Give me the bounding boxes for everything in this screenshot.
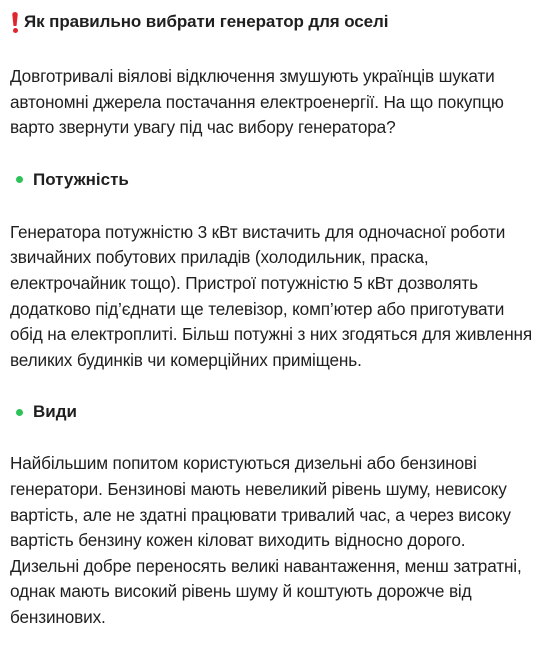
bullet-icon (16, 176, 23, 183)
section-heading-power (16, 168, 538, 192)
post-headline (10, 9, 538, 35)
section-heading-types (16, 400, 538, 424)
section-paragraph-power: Генератора потужністю 3 кВт вистачить для одночасної роботи звичайних побутових приладів (холодильник, праска, електрочайник тощо). Пристрої потужністю 5 кВт дозволять додатково під’єднати ще телевізор, комп’ютер або приготувати обід на електроплиті. Більш потужні з них згодяться для живлення великих будинків чи комерційних приміщень. (10, 221, 533, 370)
section-title: Види (33, 402, 77, 422)
headline-text: Як правильно вибрати генератор для оселі (24, 12, 389, 31)
section-title: Потужність (33, 169, 129, 189)
exclamation-icon (10, 11, 20, 33)
post-body (10, 0, 538, 631)
section-paragraph-types: Найбільшим попитом користуються дизельні або бензинові генератори. Бензинові мають невеликий рівень шуму, невисоку вартість, але не здатні працювати тривалий час, а через високу вартість бензину кожен кіловат виходить відносно дорого. Дизельні добре переносять великі навантаження, менш затратні, однак мають високий рівень шуму й коштують дорожче від бензинових. (10, 453, 522, 627)
intro-paragraph: Довготривалі віялові відключення змушують українців шукати автономні джерела постачання електроенергії. На що покупцю варто звернути увагу під час вибору генератора? (10, 66, 504, 138)
bullet-icon (16, 409, 23, 416)
